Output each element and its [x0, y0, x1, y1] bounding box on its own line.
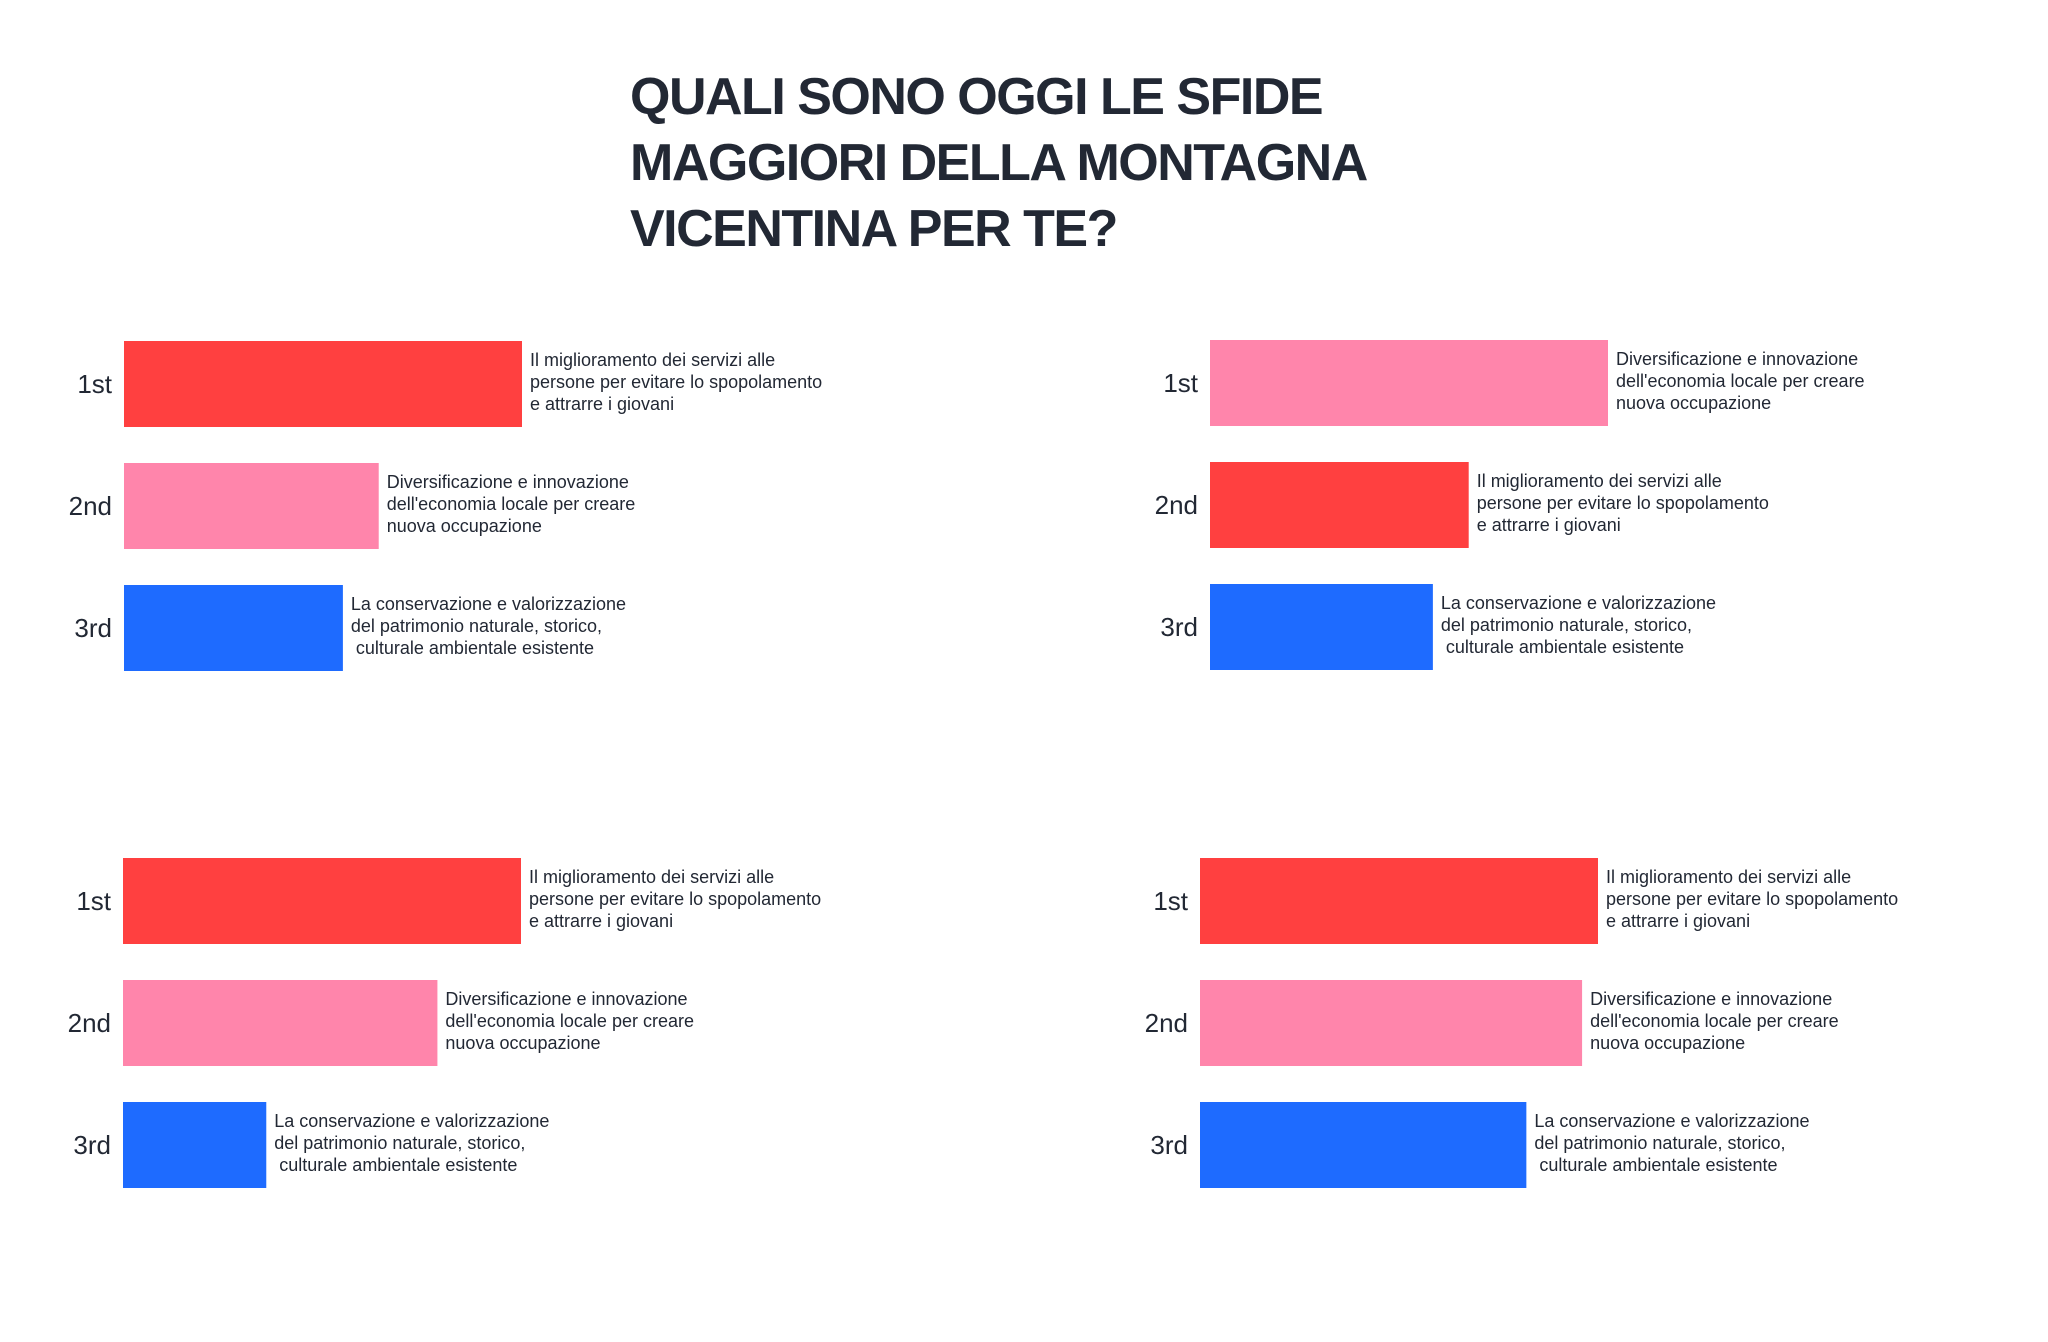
rank-label: 1st	[76, 886, 111, 916]
rank-label: 2nd	[1144, 1008, 1188, 1038]
bar-annotation	[274, 1111, 549, 1175]
annotation-line: La conservazione e valorizzazione	[274, 1111, 550, 1131]
bar	[123, 980, 437, 1066]
annotation-line: Diversificazione e innovazione	[445, 989, 688, 1009]
rank-label: 1st	[1153, 886, 1188, 916]
bar-annotation	[1616, 349, 1865, 413]
annotation-line: nuova occupazione	[1616, 393, 1772, 413]
annotation-line: Diversificazione e innovazione	[1616, 349, 1859, 369]
bar-annotation	[529, 867, 821, 931]
annotation-line: del patrimonio naturale, storico,	[274, 1133, 526, 1153]
rank-label: 2nd	[68, 491, 112, 521]
bar	[1210, 584, 1433, 670]
annotation-line: Il miglioramento dei servizi alle	[1606, 867, 1852, 887]
annotation-line: Il miglioramento dei servizi alle	[1476, 471, 1722, 491]
bar-annotation	[1477, 471, 1769, 535]
title-line-3: VICENTINA PER TE?	[630, 200, 1117, 258]
bar-annotation	[351, 594, 626, 658]
rank-label: 2nd	[67, 1008, 111, 1038]
bar-annotation	[1534, 1111, 1809, 1175]
rank-label: 3rd	[73, 1130, 111, 1160]
title-line-2: MAGGIORI DELLA MONTAGNA	[630, 134, 1367, 192]
annotation-line: Il miglioramento dei servizi alle	[530, 350, 776, 370]
bar-annotation	[1606, 867, 1898, 931]
bar	[124, 341, 522, 427]
annotation-line: dell'economia locale per creare	[445, 1011, 694, 1031]
bar-annotation	[1441, 593, 1716, 657]
annotation-line: persone per evitare lo spopolamento	[530, 372, 823, 392]
bar	[124, 585, 343, 671]
annotation-line: e attrarre i giovani	[530, 394, 675, 414]
rank-label: 1st	[77, 369, 112, 399]
bar	[1210, 340, 1608, 426]
bar	[1200, 980, 1582, 1066]
annotation-line: e attrarre i giovani	[1476, 515, 1621, 535]
annotation-line: La conservazione e valorizzazione	[1440, 593, 1717, 613]
annotation-line: e attrarre i giovani	[529, 911, 674, 931]
annotation-line: nuova occupazione	[1590, 1033, 1746, 1053]
annotation-line: persone per evitare lo spopolamento	[1606, 889, 1899, 909]
annotation-line: La conservazione e valorizzazione	[1534, 1111, 1810, 1131]
bar	[123, 858, 521, 944]
bar-annotation	[445, 989, 694, 1053]
annotation-line: La conservazione e valorizzazione	[350, 594, 627, 614]
annotation-line: dell'economia locale per creare	[386, 494, 636, 514]
annotation-line: culturale ambientale esistente	[1440, 637, 1685, 657]
annotation-line: del patrimonio naturale, storico,	[1440, 615, 1693, 635]
rank-label: 3rd	[74, 613, 112, 643]
chart-panel-1	[69, 341, 823, 671]
bar-annotation	[530, 350, 822, 414]
annotation-line: nuova occupazione	[386, 516, 542, 536]
bar	[123, 1102, 266, 1188]
annotation-line: culturale ambientale esistente	[1534, 1155, 1778, 1175]
annotation-line: dell'economia locale per creare	[1616, 371, 1865, 391]
annotation-line: nuova occupazione	[445, 1033, 601, 1053]
annotation-line: Diversificazione e innovazione	[1590, 989, 1833, 1009]
bar	[1200, 1102, 1526, 1188]
rank-label: 2nd	[1154, 490, 1198, 520]
title-line-1: QUALI SONO OGGI LE SFIDE	[630, 68, 1323, 126]
bar-annotation	[387, 472, 636, 536]
rank-label: 3rd	[1160, 612, 1198, 642]
annotation-line: del patrimonio naturale, storico,	[350, 616, 603, 636]
chart-panel-4	[1145, 858, 1899, 1188]
annotation-line: persone per evitare lo spopolamento	[529, 889, 822, 909]
chart-panel-3	[68, 858, 822, 1188]
annotation-line: Diversificazione e innovazione	[386, 472, 629, 492]
rank-label: 1st	[1163, 368, 1198, 398]
chart-panel-2	[1155, 340, 1865, 670]
annotation-line: culturale ambientale esistente	[350, 638, 595, 658]
annotation-line: del patrimonio naturale, storico,	[1534, 1133, 1786, 1153]
bar-annotation	[1590, 989, 1839, 1053]
annotation-line: persone per evitare lo spopolamento	[1476, 493, 1769, 513]
annotation-line: dell'economia locale per creare	[1590, 1011, 1839, 1031]
bar	[1200, 858, 1598, 944]
annotation-line: Il miglioramento dei servizi alle	[529, 867, 775, 887]
annotation-line: culturale ambientale esistente	[274, 1155, 518, 1175]
bar	[124, 463, 379, 549]
bar	[1210, 462, 1469, 548]
rank-label: 3rd	[1150, 1130, 1188, 1160]
annotation-line: e attrarre i giovani	[1606, 911, 1751, 931]
